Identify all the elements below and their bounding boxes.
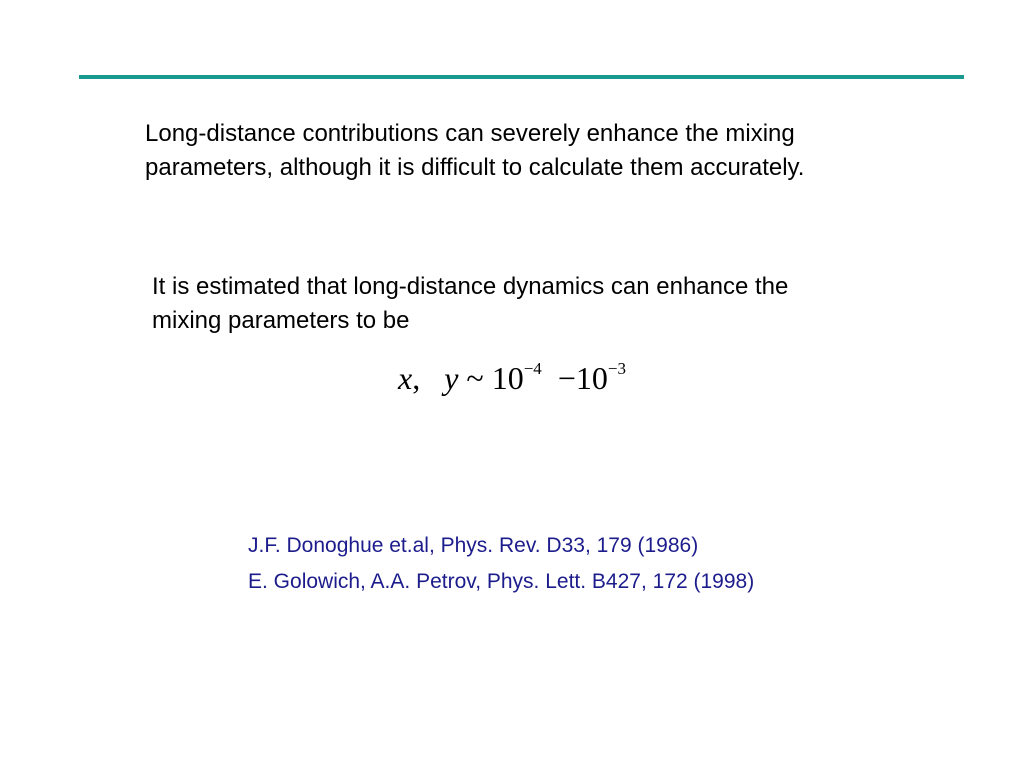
reference-donoghue: J.F. Donoghue et.al, Phys. Rev. D33, 179 (1986) [248, 534, 699, 557]
reference-golowich-petrov: E. Golowich, A.A. Petrov, Phys. Lett. B427, 172 (1998) [248, 570, 755, 593]
references [248, 528, 754, 600]
mixing-parameter-formula [398, 356, 626, 400]
formula-variable-y: y [444, 360, 459, 396]
formula-exponent-2: −3 [607, 359, 626, 378]
formula-exponent-1: −4 [523, 359, 542, 378]
paragraph-long-distance-contributions: Long-distance contributions can severely enhance the mixing parameters, although it is difficult to calculate them accurately. [145, 120, 805, 181]
formula-minus: − [557, 360, 576, 396]
paragraph-estimate: It is estimated that long-distance dynamics can enhance the mixing parameters to be [152, 273, 789, 334]
formula-base-2: 10 [575, 360, 608, 396]
top-divider-rule [79, 75, 964, 79]
formula-variable-x: x [398, 360, 413, 396]
formula-base-1: 10 [491, 360, 524, 396]
formula-comma: , [412, 360, 421, 396]
formula-tilde: ~ [466, 360, 484, 396]
